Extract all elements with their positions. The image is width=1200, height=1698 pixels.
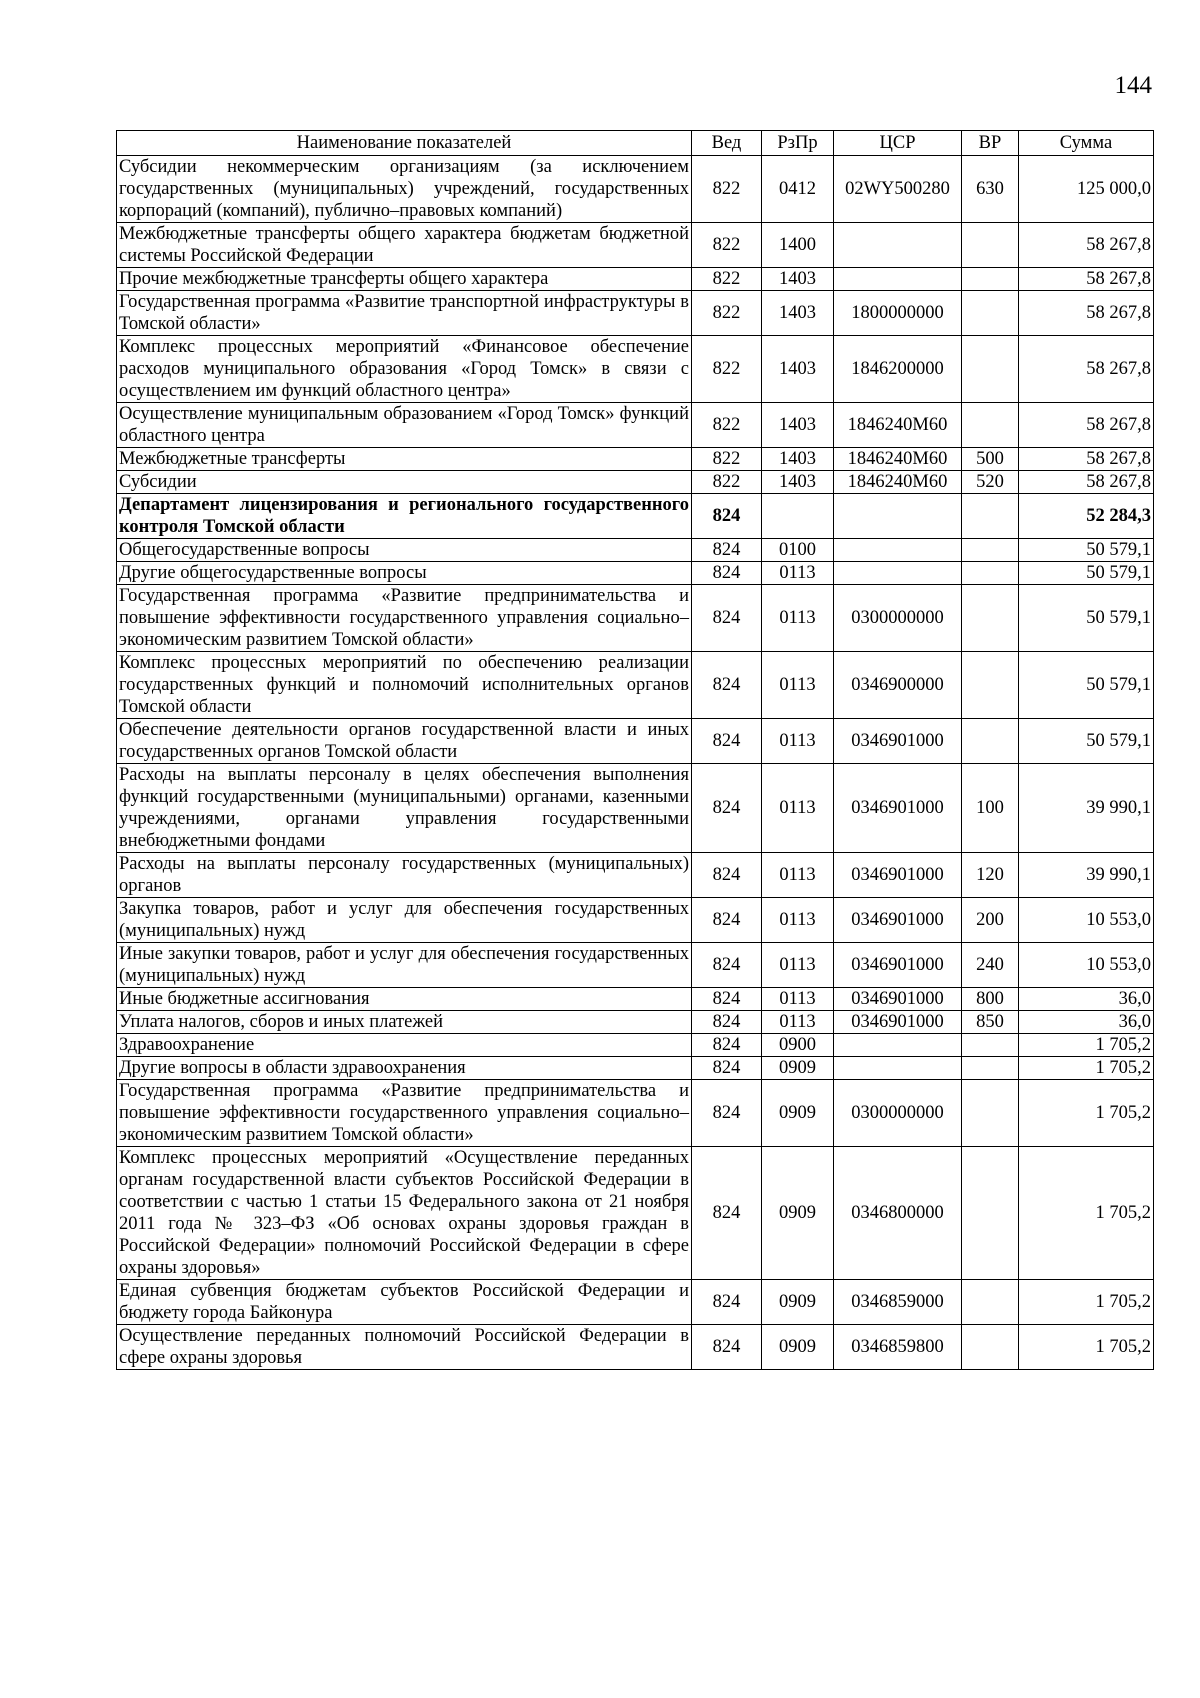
table-row bbox=[117, 494, 1154, 539]
cell-ved: 824 bbox=[692, 1011, 762, 1034]
cell-sum: 50 579,1 bbox=[1019, 652, 1154, 719]
cell-name: Единая субвенция бюджетам субъектов Российской Федерации и бюджету города Байконура bbox=[117, 1280, 692, 1325]
cell-name: Закупка товаров, работ и услуг для обеспечения государственных (муниципальных) нужд bbox=[117, 898, 692, 943]
header-sum: Сумма bbox=[1019, 131, 1154, 156]
cell-rzpr: 0113 bbox=[762, 943, 834, 988]
table-row bbox=[117, 943, 1154, 988]
cell-name: Обеспечение деятельности органов государственной власти и иных государственных органов Томской области bbox=[117, 719, 692, 764]
cell-rzpr: 0909 bbox=[762, 1057, 834, 1080]
cell-vr bbox=[962, 268, 1019, 291]
cell-sum: 1 705,2 bbox=[1019, 1057, 1154, 1080]
cell-rzpr: 0113 bbox=[762, 764, 834, 853]
table-row bbox=[117, 539, 1154, 562]
cell-csr: 0346859800 bbox=[834, 1325, 962, 1370]
cell-csr: 0300000000 bbox=[834, 585, 962, 652]
table-row bbox=[117, 562, 1154, 585]
cell-sum: 50 579,1 bbox=[1019, 539, 1154, 562]
cell-vr: 520 bbox=[962, 471, 1019, 494]
cell-ved: 822 bbox=[692, 291, 762, 336]
cell-name: Расходы на выплаты персоналу в целях обеспечения выполнения функций государственными (муниципальными) органами, казенными учреждениями, органами управления государственными внебюджетными фондами bbox=[117, 764, 692, 853]
cell-sum: 58 267,8 bbox=[1019, 403, 1154, 448]
header-row bbox=[117, 131, 1154, 156]
cell-ved: 824 bbox=[692, 1325, 762, 1370]
cell-ved: 824 bbox=[692, 988, 762, 1011]
cell-name: Здравоохранение bbox=[117, 1034, 692, 1057]
cell-vr: 200 bbox=[962, 898, 1019, 943]
table-row bbox=[117, 291, 1154, 336]
cell-vr bbox=[962, 1057, 1019, 1080]
cell-name: Иные бюджетные ассигнования bbox=[117, 988, 692, 1011]
cell-csr bbox=[834, 223, 962, 268]
table-row bbox=[117, 1280, 1154, 1325]
cell-rzpr: 0113 bbox=[762, 1011, 834, 1034]
cell-rzpr: 0900 bbox=[762, 1034, 834, 1057]
cell-vr bbox=[962, 1280, 1019, 1325]
table-row bbox=[117, 1147, 1154, 1280]
cell-name: Межбюджетные трансферты bbox=[117, 448, 692, 471]
cell-vr bbox=[962, 539, 1019, 562]
cell-vr bbox=[962, 1147, 1019, 1280]
cell-rzpr: 1403 bbox=[762, 291, 834, 336]
cell-vr: 800 bbox=[962, 988, 1019, 1011]
cell-sum: 39 990,1 bbox=[1019, 764, 1154, 853]
cell-vr: 500 bbox=[962, 448, 1019, 471]
table-row bbox=[117, 1057, 1154, 1080]
cell-rzpr: 1403 bbox=[762, 268, 834, 291]
cell-ved: 824 bbox=[692, 1034, 762, 1057]
cell-sum: 58 267,8 bbox=[1019, 448, 1154, 471]
table-row bbox=[117, 652, 1154, 719]
cell-csr: 0346901000 bbox=[834, 1011, 962, 1034]
cell-name: Комплекс процессных мероприятий «Финансовое обеспечение расходов муниципального образования «Город Томск» в связи с осуществлением им функций областного центра» bbox=[117, 336, 692, 403]
cell-rzpr: 0113 bbox=[762, 652, 834, 719]
cell-sum: 58 267,8 bbox=[1019, 268, 1154, 291]
cell-sum: 10 553,0 bbox=[1019, 898, 1154, 943]
cell-rzpr: 1403 bbox=[762, 336, 834, 403]
cell-name: Государственная программа «Развитие предпринимательства и повышение эффективности государственного управления социально–экономическим развитием Томской области» bbox=[117, 585, 692, 652]
cell-rzpr: 0113 bbox=[762, 585, 834, 652]
cell-name: Комплекс процессных мероприятий «Осуществление переданных органам государственной власти субъектов Российской Федерации в соответствии с частью 1 статьи 15 Федерального закона от 21 ноября 2011 года № 323–ФЗ «Об основах охраны здоровья граждан в Российской Федерации» полномочий Российской Федерации в сфере охраны здоровья» bbox=[117, 1147, 692, 1280]
cell-csr: 0346901000 bbox=[834, 853, 962, 898]
cell-csr bbox=[834, 1057, 962, 1080]
cell-ved: 824 bbox=[692, 494, 762, 539]
cell-ved: 822 bbox=[692, 448, 762, 471]
cell-name: Департамент лицензирования и регионального государственного контроля Томской области bbox=[117, 494, 692, 539]
cell-vr bbox=[962, 585, 1019, 652]
cell-vr bbox=[962, 562, 1019, 585]
table-row bbox=[117, 156, 1154, 223]
cell-ved: 824 bbox=[692, 539, 762, 562]
cell-vr bbox=[962, 719, 1019, 764]
cell-csr: 0346901000 bbox=[834, 943, 962, 988]
cell-rzpr: 0113 bbox=[762, 898, 834, 943]
cell-name: Субсидии некоммерческим организациям (за исключением государственных (муниципальных) учреждений, государственных корпораций (компаний), публично–правовых компаний) bbox=[117, 156, 692, 223]
cell-rzpr: 0113 bbox=[762, 562, 834, 585]
cell-sum: 36,0 bbox=[1019, 1011, 1154, 1034]
cell-rzpr: 1403 bbox=[762, 471, 834, 494]
cell-sum: 1 705,2 bbox=[1019, 1147, 1154, 1280]
cell-sum: 52 284,3 bbox=[1019, 494, 1154, 539]
table-row bbox=[117, 1011, 1154, 1034]
cell-ved: 822 bbox=[692, 471, 762, 494]
cell-vr bbox=[962, 1080, 1019, 1147]
cell-rzpr bbox=[762, 494, 834, 539]
header-vr: ВР bbox=[962, 131, 1019, 156]
cell-ved: 824 bbox=[692, 853, 762, 898]
table-row bbox=[117, 764, 1154, 853]
cell-sum: 58 267,8 bbox=[1019, 471, 1154, 494]
cell-name: Осуществление переданных полномочий Российской Федерации в сфере охраны здоровья bbox=[117, 1325, 692, 1370]
page-number: 144 bbox=[1114, 72, 1152, 99]
cell-rzpr: 0100 bbox=[762, 539, 834, 562]
cell-sum: 1 705,2 bbox=[1019, 1080, 1154, 1147]
cell-csr: 0346859000 bbox=[834, 1280, 962, 1325]
cell-sum: 1 705,2 bbox=[1019, 1325, 1154, 1370]
table-row bbox=[117, 336, 1154, 403]
cell-rzpr: 1403 bbox=[762, 403, 834, 448]
cell-csr bbox=[834, 539, 962, 562]
cell-rzpr: 0909 bbox=[762, 1280, 834, 1325]
cell-name: Другие вопросы в области здравоохранения bbox=[117, 1057, 692, 1080]
header-csr: ЦСР bbox=[834, 131, 962, 156]
cell-csr: 0346901000 bbox=[834, 719, 962, 764]
cell-csr: 1800000000 bbox=[834, 291, 962, 336]
cell-ved: 824 bbox=[692, 943, 762, 988]
cell-vr bbox=[962, 336, 1019, 403]
table-row bbox=[117, 1325, 1154, 1370]
cell-vr: 120 bbox=[962, 853, 1019, 898]
cell-ved: 824 bbox=[692, 898, 762, 943]
cell-ved: 822 bbox=[692, 223, 762, 268]
cell-vr: 850 bbox=[962, 1011, 1019, 1034]
cell-ved: 824 bbox=[692, 1280, 762, 1325]
cell-ved: 824 bbox=[692, 562, 762, 585]
cell-csr bbox=[834, 562, 962, 585]
cell-sum: 39 990,1 bbox=[1019, 853, 1154, 898]
cell-ved: 824 bbox=[692, 652, 762, 719]
cell-csr: 0346800000 bbox=[834, 1147, 962, 1280]
cell-name: Государственная программа «Развитие предпринимательства и повышение эффективности государственного управления социально–экономическим развитием Томской области» bbox=[117, 1080, 692, 1147]
cell-ved: 824 bbox=[692, 1147, 762, 1280]
cell-ved: 822 bbox=[692, 336, 762, 403]
table-row bbox=[117, 1080, 1154, 1147]
cell-vr bbox=[962, 652, 1019, 719]
table-row bbox=[117, 403, 1154, 448]
cell-ved: 822 bbox=[692, 156, 762, 223]
cell-vr bbox=[962, 1325, 1019, 1370]
cell-ved: 824 bbox=[692, 1057, 762, 1080]
cell-csr: 1846240М60 bbox=[834, 471, 962, 494]
header-ved: Вед bbox=[692, 131, 762, 156]
cell-sum: 125 000,0 bbox=[1019, 156, 1154, 223]
cell-name: Расходы на выплаты персоналу государственных (муниципальных) органов bbox=[117, 853, 692, 898]
cell-rzpr: 0909 bbox=[762, 1080, 834, 1147]
cell-rzpr: 1403 bbox=[762, 448, 834, 471]
cell-csr: 1846240М60 bbox=[834, 448, 962, 471]
table-row bbox=[117, 853, 1154, 898]
cell-sum: 1 705,2 bbox=[1019, 1280, 1154, 1325]
cell-sum: 50 579,1 bbox=[1019, 562, 1154, 585]
cell-name: Государственная программа «Развитие транспортной инфраструктуры в Томской области» bbox=[117, 291, 692, 336]
cell-name: Осуществление муниципальным образованием «Город Томск» функций областного центра bbox=[117, 403, 692, 448]
table-row bbox=[117, 898, 1154, 943]
cell-name: Прочие межбюджетные трансферты общего характера bbox=[117, 268, 692, 291]
cell-ved: 822 bbox=[692, 403, 762, 448]
cell-name: Комплекс процессных мероприятий по обеспечению реализации государственных функций и полномочий исполнительных органов Томской области bbox=[117, 652, 692, 719]
cell-csr: 0346901000 bbox=[834, 898, 962, 943]
cell-sum: 50 579,1 bbox=[1019, 719, 1154, 764]
table-row bbox=[117, 471, 1154, 494]
cell-vr: 240 bbox=[962, 943, 1019, 988]
cell-rzpr: 0909 bbox=[762, 1147, 834, 1280]
cell-sum: 58 267,8 bbox=[1019, 291, 1154, 336]
cell-csr: 0346901000 bbox=[834, 988, 962, 1011]
cell-vr: 100 bbox=[962, 764, 1019, 853]
cell-ved: 822 bbox=[692, 268, 762, 291]
cell-csr bbox=[834, 494, 962, 539]
cell-rzpr: 0412 bbox=[762, 156, 834, 223]
cell-csr: 1846200000 bbox=[834, 336, 962, 403]
cell-rzpr: 0909 bbox=[762, 1325, 834, 1370]
cell-rzpr: 0113 bbox=[762, 719, 834, 764]
cell-ved: 824 bbox=[692, 764, 762, 853]
cell-name: Другие общегосударственные вопросы bbox=[117, 562, 692, 585]
cell-csr: 0300000000 bbox=[834, 1080, 962, 1147]
cell-vr bbox=[962, 223, 1019, 268]
cell-sum: 1 705,2 bbox=[1019, 1034, 1154, 1057]
cell-csr: 0346901000 bbox=[834, 764, 962, 853]
cell-vr bbox=[962, 1034, 1019, 1057]
cell-csr: 02WY500280 bbox=[834, 156, 962, 223]
budget-table bbox=[116, 130, 1154, 1370]
cell-sum: 58 267,8 bbox=[1019, 223, 1154, 268]
table-row bbox=[117, 585, 1154, 652]
cell-vr bbox=[962, 403, 1019, 448]
cell-sum: 50 579,1 bbox=[1019, 585, 1154, 652]
cell-vr bbox=[962, 291, 1019, 336]
table-row bbox=[117, 1034, 1154, 1057]
cell-sum: 10 553,0 bbox=[1019, 943, 1154, 988]
cell-vr bbox=[962, 494, 1019, 539]
cell-ved: 824 bbox=[692, 585, 762, 652]
cell-csr: 0346900000 bbox=[834, 652, 962, 719]
cell-csr bbox=[834, 1034, 962, 1057]
cell-ved: 824 bbox=[692, 1080, 762, 1147]
cell-csr: 1846240М60 bbox=[834, 403, 962, 448]
cell-sum: 36,0 bbox=[1019, 988, 1154, 1011]
table-row bbox=[117, 988, 1154, 1011]
cell-name: Субсидии bbox=[117, 471, 692, 494]
cell-csr bbox=[834, 268, 962, 291]
header-name: Наименование показателей bbox=[117, 131, 692, 156]
cell-name: Общегосударственные вопросы bbox=[117, 539, 692, 562]
cell-rzpr: 0113 bbox=[762, 988, 834, 1011]
cell-name: Уплата налогов, сборов и иных платежей bbox=[117, 1011, 692, 1034]
cell-name: Иные закупки товаров, работ и услуг для обеспечения государственных (муниципальных) нужд bbox=[117, 943, 692, 988]
cell-vr: 630 bbox=[962, 156, 1019, 223]
cell-rzpr: 1400 bbox=[762, 223, 834, 268]
table-row bbox=[117, 719, 1154, 764]
table-row bbox=[117, 268, 1154, 291]
table-row bbox=[117, 223, 1154, 268]
cell-ved: 824 bbox=[692, 719, 762, 764]
cell-rzpr: 0113 bbox=[762, 853, 834, 898]
cell-sum: 58 267,8 bbox=[1019, 336, 1154, 403]
header-rzpr: РзПр bbox=[762, 131, 834, 156]
cell-name: Межбюджетные трансферты общего характера бюджетам бюджетной системы Российской Федерации bbox=[117, 223, 692, 268]
table-row bbox=[117, 448, 1154, 471]
